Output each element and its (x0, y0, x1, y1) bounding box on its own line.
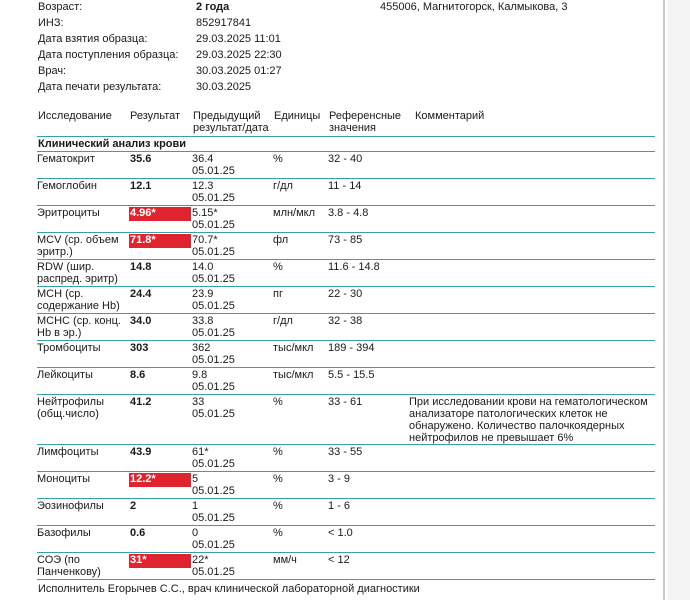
result-value (129, 396, 191, 410)
lab-address: 455006, Магнитогорск, Калмыкова, 3 (380, 1, 568, 13)
test-name: Моноциты (37, 473, 90, 485)
result-text: 0.6 (130, 527, 146, 539)
result-text: 12.2* (130, 473, 156, 485)
previous-result (192, 261, 235, 285)
result-value (129, 527, 191, 541)
column-header-previous: Предыдущий результат/дата (193, 110, 269, 134)
meta-value: 29.03.2025 11:01 (196, 33, 281, 45)
test-name: Гемоглобин (37, 180, 97, 192)
result-text: 43.9 (130, 446, 152, 458)
previous-value: 9.8 (192, 369, 208, 381)
previous-value: 23.9 (192, 288, 214, 300)
previous-date: 05.01.25 (192, 354, 235, 366)
section-title: Клинический анализ крови (38, 138, 187, 150)
table-row (37, 395, 655, 445)
reference-range: 189 - 394 (328, 342, 375, 354)
column-header-reference: Референсные значения (329, 110, 402, 134)
previous-result (192, 396, 235, 420)
units: г/дл (273, 315, 293, 327)
column-header-name: Исследование (38, 110, 112, 122)
result-value-abnormal (129, 207, 191, 221)
meta-label: Дата взятия образца: (38, 33, 148, 45)
previous-result (192, 342, 235, 366)
units: мм/ч (273, 554, 297, 566)
test-name: MCH (ср. содержание Hb) (37, 288, 120, 312)
meta-label: ИНЗ: (38, 17, 64, 29)
test-name: СОЭ (по Панченкову) (37, 554, 101, 578)
units: % (273, 446, 283, 458)
previous-result (192, 315, 235, 339)
previous-value: 33.8 (192, 315, 214, 327)
table-row (37, 152, 655, 179)
result-value (129, 369, 191, 383)
previous-result (192, 234, 235, 258)
previous-date: 05.01.25 (192, 381, 235, 393)
table-row (37, 499, 655, 526)
previous-date: 05.01.25 (192, 408, 235, 420)
result-text: 71.8* (130, 234, 156, 246)
reference-range: 33 - 55 (328, 446, 363, 458)
previous-value: 61* (192, 446, 209, 458)
result-text: 4.96* (130, 207, 156, 219)
footer-signature: Исполнитель Егорычев С.С., врач клинической лабораторной диагностики (38, 583, 420, 595)
previous-result (192, 207, 235, 231)
table-row (37, 472, 655, 499)
previous-result (192, 473, 235, 497)
reference-range: 32 - 40 (328, 153, 363, 165)
page-margin (668, 0, 690, 600)
previous-result (192, 153, 235, 177)
table-row (37, 445, 655, 472)
result-text: 34.0 (130, 315, 152, 327)
previous-value: 36.4 (192, 153, 214, 165)
reference-range: 3 - 9 (328, 473, 351, 485)
test-name: Эритроциты (37, 207, 100, 219)
table-row (37, 233, 655, 260)
reference-range: < 12 (328, 554, 350, 566)
comment: При исследовании крови на гематологическом анализаторе патологических клеток не обнаружено. Количество палочкоядерных нейтрофилов не превышает 6% (409, 396, 648, 444)
table-row (37, 553, 655, 580)
previous-value: 5 (192, 473, 199, 485)
units: г/дл (273, 180, 293, 192)
previous-value: 22* (192, 554, 209, 566)
meta-value: 852917841 (196, 17, 252, 29)
previous-result (192, 527, 235, 551)
previous-date: 05.01.25 (192, 512, 235, 524)
previous-result (192, 288, 235, 312)
meta-label: Врач: (38, 65, 67, 77)
reference-range: 32 - 38 (328, 315, 363, 327)
previous-result (192, 369, 235, 393)
result-value (129, 446, 191, 460)
meta-value: 30.03.2025 01:27 (196, 65, 282, 77)
table-row (37, 341, 655, 368)
column-header-comment: Комментарий (415, 110, 485, 122)
result-text: 35.6 (130, 153, 152, 165)
units: тыс/мкл (273, 342, 314, 354)
previous-date: 05.01.25 (192, 539, 235, 551)
result-text: 31* (130, 554, 147, 566)
page-edge-divider (663, 0, 665, 600)
result-value (129, 315, 191, 329)
previous-date: 05.01.25 (192, 566, 235, 578)
previous-date: 05.01.25 (192, 246, 235, 258)
result-value (129, 153, 191, 167)
meta-label: Возраст: (38, 1, 83, 13)
result-text: 41.2 (130, 396, 152, 408)
previous-result (192, 180, 235, 204)
previous-date: 05.01.25 (192, 485, 235, 497)
previous-value: 0 (192, 527, 199, 539)
test-name: Эозинофилы (37, 500, 104, 512)
reference-range: < 1.0 (328, 527, 353, 539)
table-row (37, 314, 655, 341)
units: % (273, 396, 283, 408)
result-text: 2 (130, 500, 137, 512)
reference-range: 5.5 - 15.5 (328, 369, 375, 381)
result-value-abnormal (129, 234, 191, 248)
previous-result (192, 446, 235, 470)
reference-range: 3.8 - 4.8 (328, 207, 369, 219)
previous-date: 05.01.25 (192, 219, 235, 231)
table-row (37, 260, 655, 287)
table-row (37, 368, 655, 395)
previous-result (192, 554, 235, 578)
previous-value: 362 (192, 342, 211, 354)
test-name: Базофилы (37, 527, 91, 539)
meta-value: 30.03.2025 (196, 81, 252, 93)
result-text: 14.8 (130, 261, 152, 273)
previous-value: 5.15* (192, 207, 218, 219)
previous-value: 1 (192, 500, 199, 512)
result-value-abnormal (129, 473, 191, 487)
result-value (129, 500, 191, 514)
reference-range: 11 - 14 (328, 180, 362, 192)
previous-date: 05.01.25 (192, 327, 235, 339)
reference-range: 1 - 6 (328, 500, 351, 512)
units: пг (273, 288, 283, 300)
previous-date: 05.01.25 (192, 165, 235, 177)
result-value (129, 288, 191, 302)
meta-label: Дата поступления образца: (38, 49, 179, 61)
previous-date: 05.01.25 (192, 273, 235, 285)
result-value (129, 342, 191, 356)
units: тыс/мкл (273, 369, 314, 381)
result-text: 12.1 (130, 180, 152, 192)
meta-value: 2 года (196, 1, 230, 13)
previous-value: 12.3 (192, 180, 214, 192)
previous-date: 05.01.25 (192, 192, 235, 204)
reference-range: 33 - 61 (328, 396, 363, 408)
reference-range: 73 - 85 (328, 234, 363, 246)
previous-date: 05.01.25 (192, 300, 235, 312)
test-name: Лейкоциты (37, 369, 93, 381)
column-header-result: Результат (130, 110, 181, 122)
test-name: Тромбоциты (37, 342, 101, 354)
test-name: Нейтрофилы (общ.число) (37, 396, 104, 420)
test-name: Лимфоциты (37, 446, 99, 458)
previous-result (192, 500, 235, 524)
table-row (37, 526, 655, 553)
previous-value: 14.0 (192, 261, 214, 273)
table-row (37, 287, 655, 314)
result-text: 24.4 (130, 288, 152, 300)
units: % (273, 261, 283, 273)
result-text: 8.6 (130, 369, 146, 381)
test-name: MCV (ср. объем эритр.) (37, 234, 119, 258)
units: % (273, 153, 283, 165)
result-value (129, 261, 191, 275)
result-value-abnormal (129, 554, 191, 568)
previous-value: 33 (192, 396, 205, 408)
test-name: MCHC (ср. конц. Hb в эр.) (37, 315, 121, 339)
section-divider (37, 136, 655, 137)
previous-value: 70.7* (192, 234, 218, 246)
units: % (273, 500, 283, 512)
units: млн/мкл (273, 207, 316, 219)
table-row (37, 179, 655, 206)
reference-range: 11.6 - 14.8 (328, 261, 380, 273)
previous-date: 05.01.25 (192, 458, 235, 470)
result-text: 303 (130, 342, 149, 354)
meta-label: Дата печати результата: (38, 81, 162, 93)
units: % (273, 473, 283, 485)
test-name: Гематокрит (37, 153, 95, 165)
units: фл (273, 234, 289, 246)
meta-value: 29.03.2025 22:30 (196, 49, 282, 61)
units: % (273, 527, 283, 539)
reference-range: 22 - 30 (328, 288, 363, 300)
result-value (129, 180, 191, 194)
column-header-units: Единицы (274, 110, 321, 122)
test-name: RDW (шир. распред. эритр) (37, 261, 118, 285)
table-row (37, 206, 655, 233)
